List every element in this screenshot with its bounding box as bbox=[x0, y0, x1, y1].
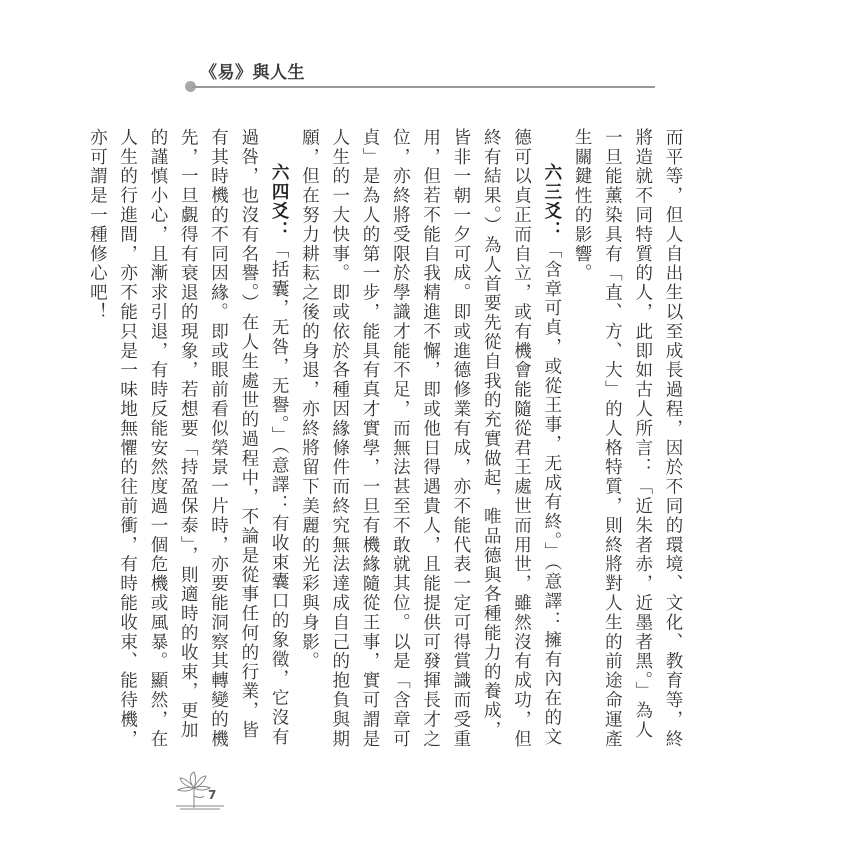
running-header-title: 《易》與人生 bbox=[200, 63, 305, 83]
header-rule bbox=[192, 86, 655, 88]
lotus-flower-icon bbox=[172, 768, 232, 813]
page-number: 7 bbox=[208, 788, 217, 802]
paragraph-text: 「含章可貞，或從王事，无成有終。」（意譯：擁有內在的文德可以貞正而自立，或有機會能隨從君王處世而用世，雖然沒有成功，但終有結果。）為人首要先從自我的充實做起，唯品德與各種能力的養成，皆非一朝一夕可成。即或進德修業有成，亦不能代表一定可得賞識而受重用，但若不能自我精進不懈，即或他日得遇貴人，且能提供可發揮長才之位，亦終將受限於學識才能不足，而無法甚至不敢就其位。以是「含章可貞」是為人的第一步，能具有真才實學，一旦有機緣隨從王事，實可謂是人生的一大快事。即或依於各種因緣條件而終究無法達成自己的抱負與期願，但在努力耕耘之後的身退，亦終將留下美麗的光彩與身影。 bbox=[299, 128, 562, 749]
paragraph-yao-six-four bbox=[82, 128, 294, 758]
paragraph-text: 而平等，但人自出生以至成長過程，因於不同的環境、文化、教育等，終將造就不同特質的人，此即如古人所言：「近朱者赤，近墨者黑。」為人一旦能薰染具有「直、方、大」的人格特質，則終將對人生的前途命運產生關鍵性的影響。 bbox=[572, 128, 683, 749]
yao-label: 六三爻： bbox=[541, 163, 562, 241]
vertical-body-text bbox=[87, 128, 688, 758]
paragraph-continuation bbox=[567, 128, 688, 758]
paragraph-yao-six-three bbox=[294, 128, 567, 758]
paragraph-text: 「括囊，无咎，无譽。」（意譯：有收束囊口的象徵，它沒有過咎，也沒有名譽。）在人生處世的過程中，不論是從事任何的行業，皆有其時機的不同因緣。即或眼前看似榮景一片時，亦要能洞察其轉變的機先，一旦覷得有衰退的現象，若想要「持盈保泰」，則適時的收束，更加的謹慎小心，且漸求引退，有時反能安然度過一個危機或風暴。顯然，在人生的行進間，亦不能只是一味地無懼的往前衝，有時能收束、能待機，亦可謂是一種修心吧！ bbox=[87, 128, 290, 749]
yao-label: 六四爻： bbox=[269, 163, 290, 241]
